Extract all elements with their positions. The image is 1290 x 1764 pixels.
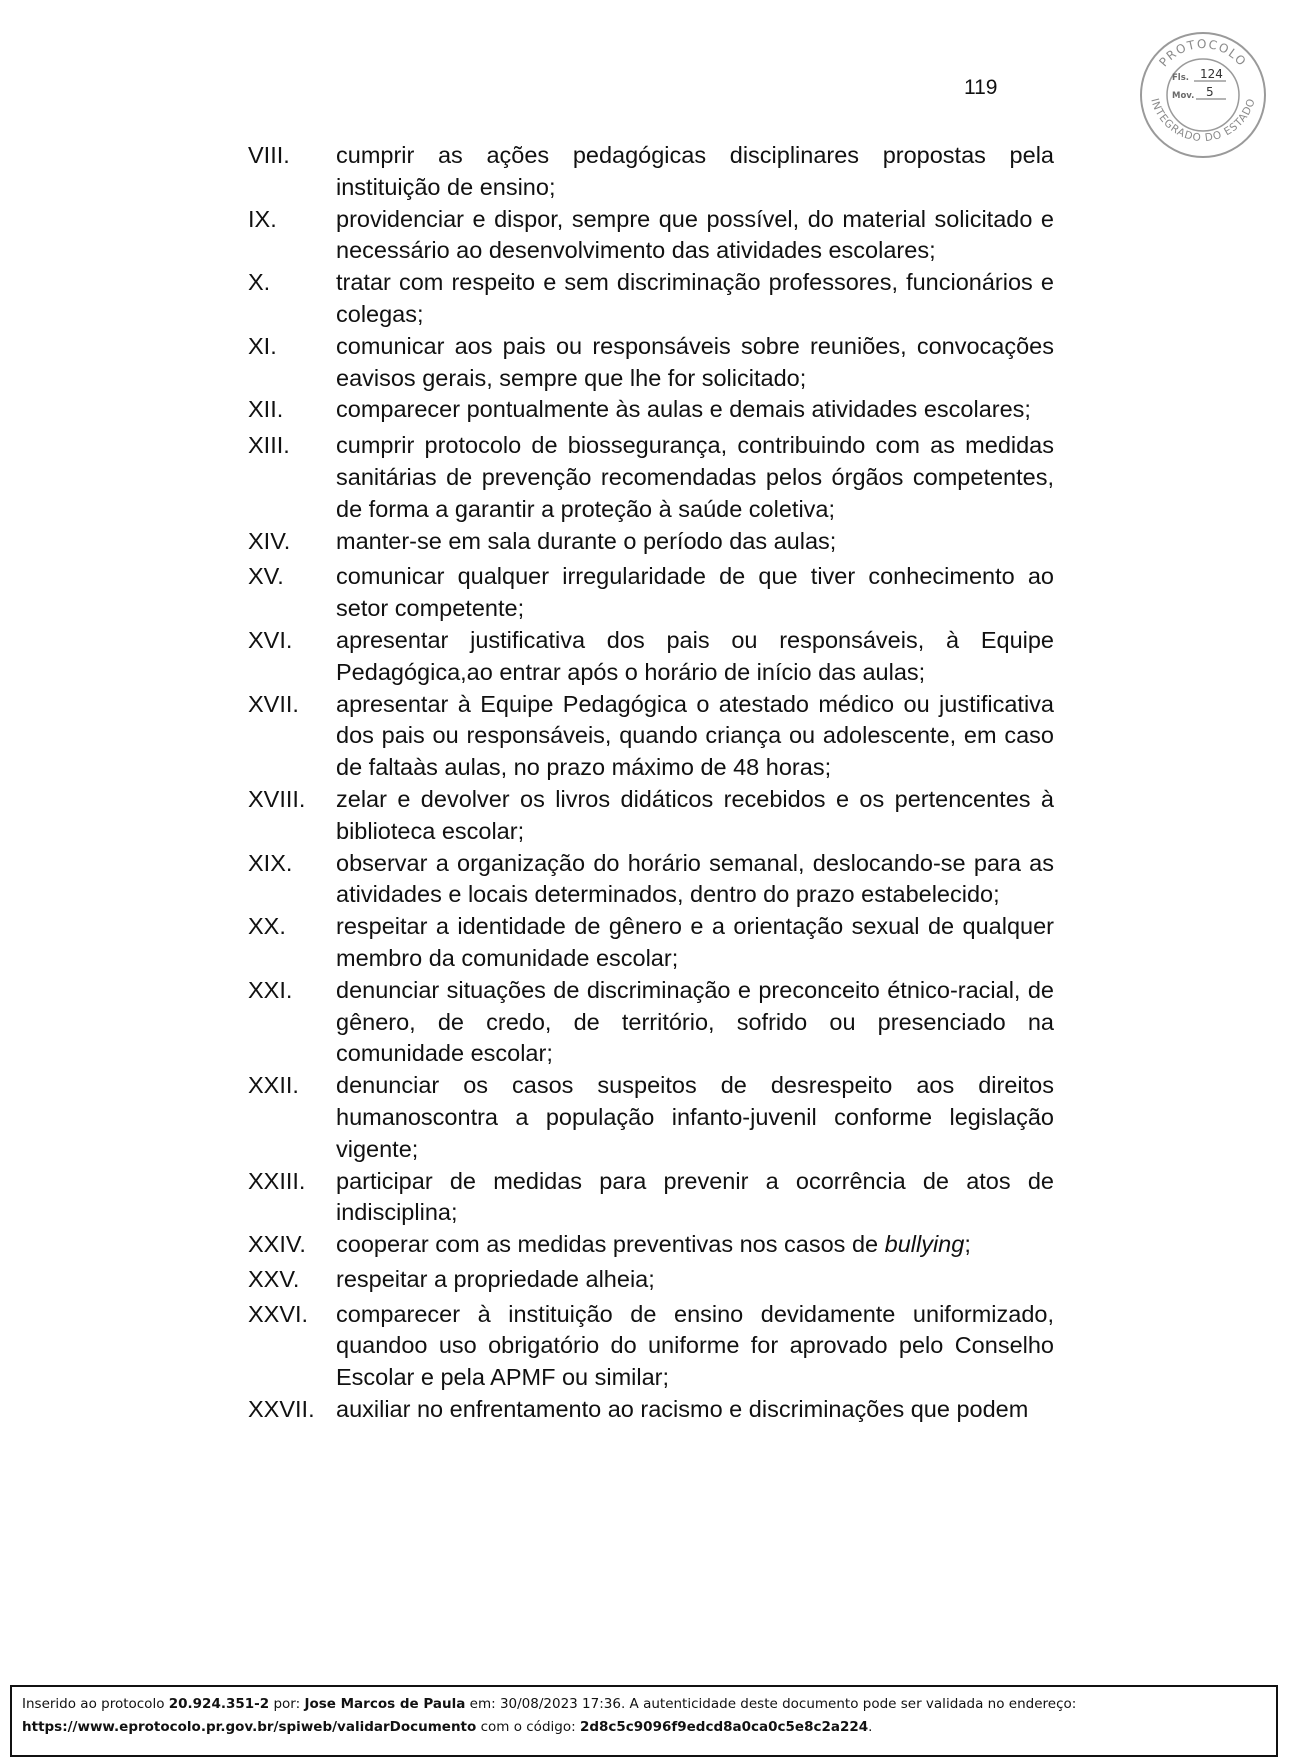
list-item: [248, 204, 1054, 268]
stamp-bottom-text: INTEGRADO DO ESTADO: [1148, 96, 1258, 145]
item-number: XIX.: [248, 849, 293, 876]
item-text: comunicar qualquer irregularidade de que tiver conhecimento ao setor competente;: [336, 563, 1054, 622]
list-item: [248, 394, 1054, 426]
item-number: XIV.: [248, 527, 291, 554]
item-number: VIII.: [248, 142, 290, 168]
footer-code-label: com o código:: [476, 1719, 580, 1735]
list-item: [248, 1229, 1054, 1261]
item-text: apresentar justificativa dos pais ou responsáveis, à Equipe Pedagógica,ao entrar após o horário de início das aulas;: [336, 626, 1054, 685]
protocol-number: 20.924.351-2: [168, 1696, 270, 1712]
item-text-before: cooperar com as medidas preventivas nos casos de: [336, 1231, 885, 1258]
item-text: respeitar a propriedade alheia;: [336, 1265, 655, 1292]
item-text: auxiliar no enfrentamento ao racismo e discriminações que podem: [336, 1396, 1029, 1423]
item-number: XXI.: [248, 976, 293, 1003]
item-text: cumprir as ações pedagógicas disciplinares propostas pela instituição de ensino;: [336, 142, 1054, 200]
item-text: comparecer pontualmente às aulas e demais atividades escolares;: [336, 396, 1031, 423]
item-text: zelar e devolver os livros didáticos recebidos e os pertencentes à biblioteca escolar;: [336, 785, 1054, 844]
item-text: apresentar à Equipe Pedagógica o atestado médico ou justificativa dos pais ou responsáveis, quando criança ou adolescente, em caso de faltaàs aulas, no prazo máximo de 48 horas;: [336, 690, 1054, 781]
list-item: [248, 267, 1054, 331]
item-text-after: ;: [964, 1231, 971, 1258]
item-text-emphasis: bullying: [884, 1231, 965, 1258]
stamp-mov-value: 5: [1206, 85, 1214, 99]
page-number: 119: [964, 76, 998, 99]
item-text: manter-se em sala durante o período das aulas;: [336, 527, 837, 554]
list-item: [248, 848, 1054, 912]
item-number: XI.: [248, 332, 277, 359]
list-item: [248, 911, 1054, 975]
insert-datetime: 30/08/2023 17:36: [499, 1696, 621, 1712]
list-item: [248, 1166, 1054, 1230]
validation-code: 2d8c5c9096f9edcd8a0ca0c5e8c2a224: [579, 1719, 869, 1735]
list-item: [248, 625, 1054, 689]
stamp-fls-value: 124: [1200, 67, 1223, 81]
item-text: participar de medidas para prevenir a ocorrência de atos de indisciplina;: [336, 1167, 1054, 1226]
footer-end: .: [868, 1719, 873, 1735]
item-text: comparecer à instituição de ensino devidamente uniformizado, quandoo uso obrigatório do uniforme for aprovado pelo Conselho Escolar e pela APMF ou similar;: [336, 1300, 1054, 1391]
item-text: respeitar a identidade de gênero e a orientação sexual de qualquer membro da comunidade escolar;: [336, 913, 1054, 971]
item-number: IX.: [248, 205, 277, 232]
list-item: [248, 526, 1054, 558]
list-item: [248, 1299, 1054, 1394]
list-item: [248, 784, 1054, 848]
author-name: Jose Marcos de Paula: [304, 1696, 466, 1712]
item-number: X.: [248, 269, 271, 296]
item-number: XXV.: [248, 1265, 300, 1292]
item-number: XIII.: [248, 432, 290, 459]
footer-prefix: Inserido ao protocolo: [22, 1696, 169, 1712]
list-item: [248, 430, 1054, 525]
item-text: tratar com respeito e sem discriminação professores, funcionários e colegas;: [336, 269, 1054, 327]
validation-footer: [10, 1685, 1278, 1757]
footer-by-label: por:: [269, 1696, 305, 1712]
item-number: XVIII.: [248, 785, 306, 812]
list-item: [248, 1394, 1054, 1426]
list-item: [248, 140, 1054, 204]
list-item: [248, 689, 1054, 784]
item-text: [336, 1229, 1054, 1261]
stamp-top-text: PROTOCOLO: [1156, 36, 1250, 70]
item-text: cumprir protocolo de biossegurança, contribuindo com as medidas sanitárias de prevenção recomendadas pelos órgãos competentes, de forma a garantir a proteção à saúde coletiva;: [336, 432, 1054, 522]
validation-url[interactable]: https://www.eprotocolo.pr.gov.br/spiweb/validarDocumento: [22, 1719, 477, 1735]
protocol-stamp: [1138, 30, 1268, 160]
item-text: providenciar e dispor, sempre que possível, do material solicitado e necessário ao desenvolvimento das atividades escolares;: [336, 205, 1054, 264]
item-number: XVI.: [248, 626, 293, 653]
footer-line-2: [22, 1716, 1266, 1739]
stamp-mov-label: Mov.: [1172, 91, 1195, 101]
svg-text:INTEGRADO DO ESTADO: [1148, 97, 1258, 144]
footer-line-1: [22, 1693, 1266, 1716]
item-number: XII.: [248, 396, 284, 423]
item-number: XVII.: [248, 690, 299, 717]
list-item: [248, 1070, 1054, 1165]
duties-list: [248, 140, 1054, 1426]
item-number: XX.: [248, 913, 286, 940]
footer-date-label: em:: [465, 1696, 500, 1712]
item-number: XXVII.: [248, 1396, 315, 1423]
footer-suffix: . A autenticidade deste documento pode ser validada no endereço:: [620, 1696, 1077, 1712]
list-item: [248, 975, 1054, 1070]
item-text: observar a organização do horário semanal, deslocando-se para as atividades e locais determinados, dentro do prazo estabelecido;: [336, 849, 1054, 908]
item-number: XXII.: [248, 1072, 299, 1099]
item-text: denunciar situações de discriminação e preconceito étnico-racial, de gênero, de credo, de território, sofrido ou presenciado na comunidade escolar;: [336, 976, 1054, 1067]
item-number: XXIII.: [248, 1167, 306, 1194]
item-text: denunciar os casos suspeitos de desrespeito aos direitos humanoscontra a população infanto-juvenil conforme legislação vigente;: [336, 1072, 1054, 1162]
item-number: XXIV.: [248, 1231, 306, 1258]
item-number: XXVI.: [248, 1300, 309, 1327]
item-number: XV.: [248, 563, 284, 590]
stamp-fls-label: Fls.: [1172, 73, 1190, 83]
list-item: [248, 561, 1054, 625]
list-item: [248, 1264, 1054, 1296]
item-text: comunicar aos pais ou responsáveis sobre reuniões, convocações eavisos gerais, sempre que lhe for solicitado;: [336, 332, 1054, 391]
list-item: [248, 331, 1054, 395]
